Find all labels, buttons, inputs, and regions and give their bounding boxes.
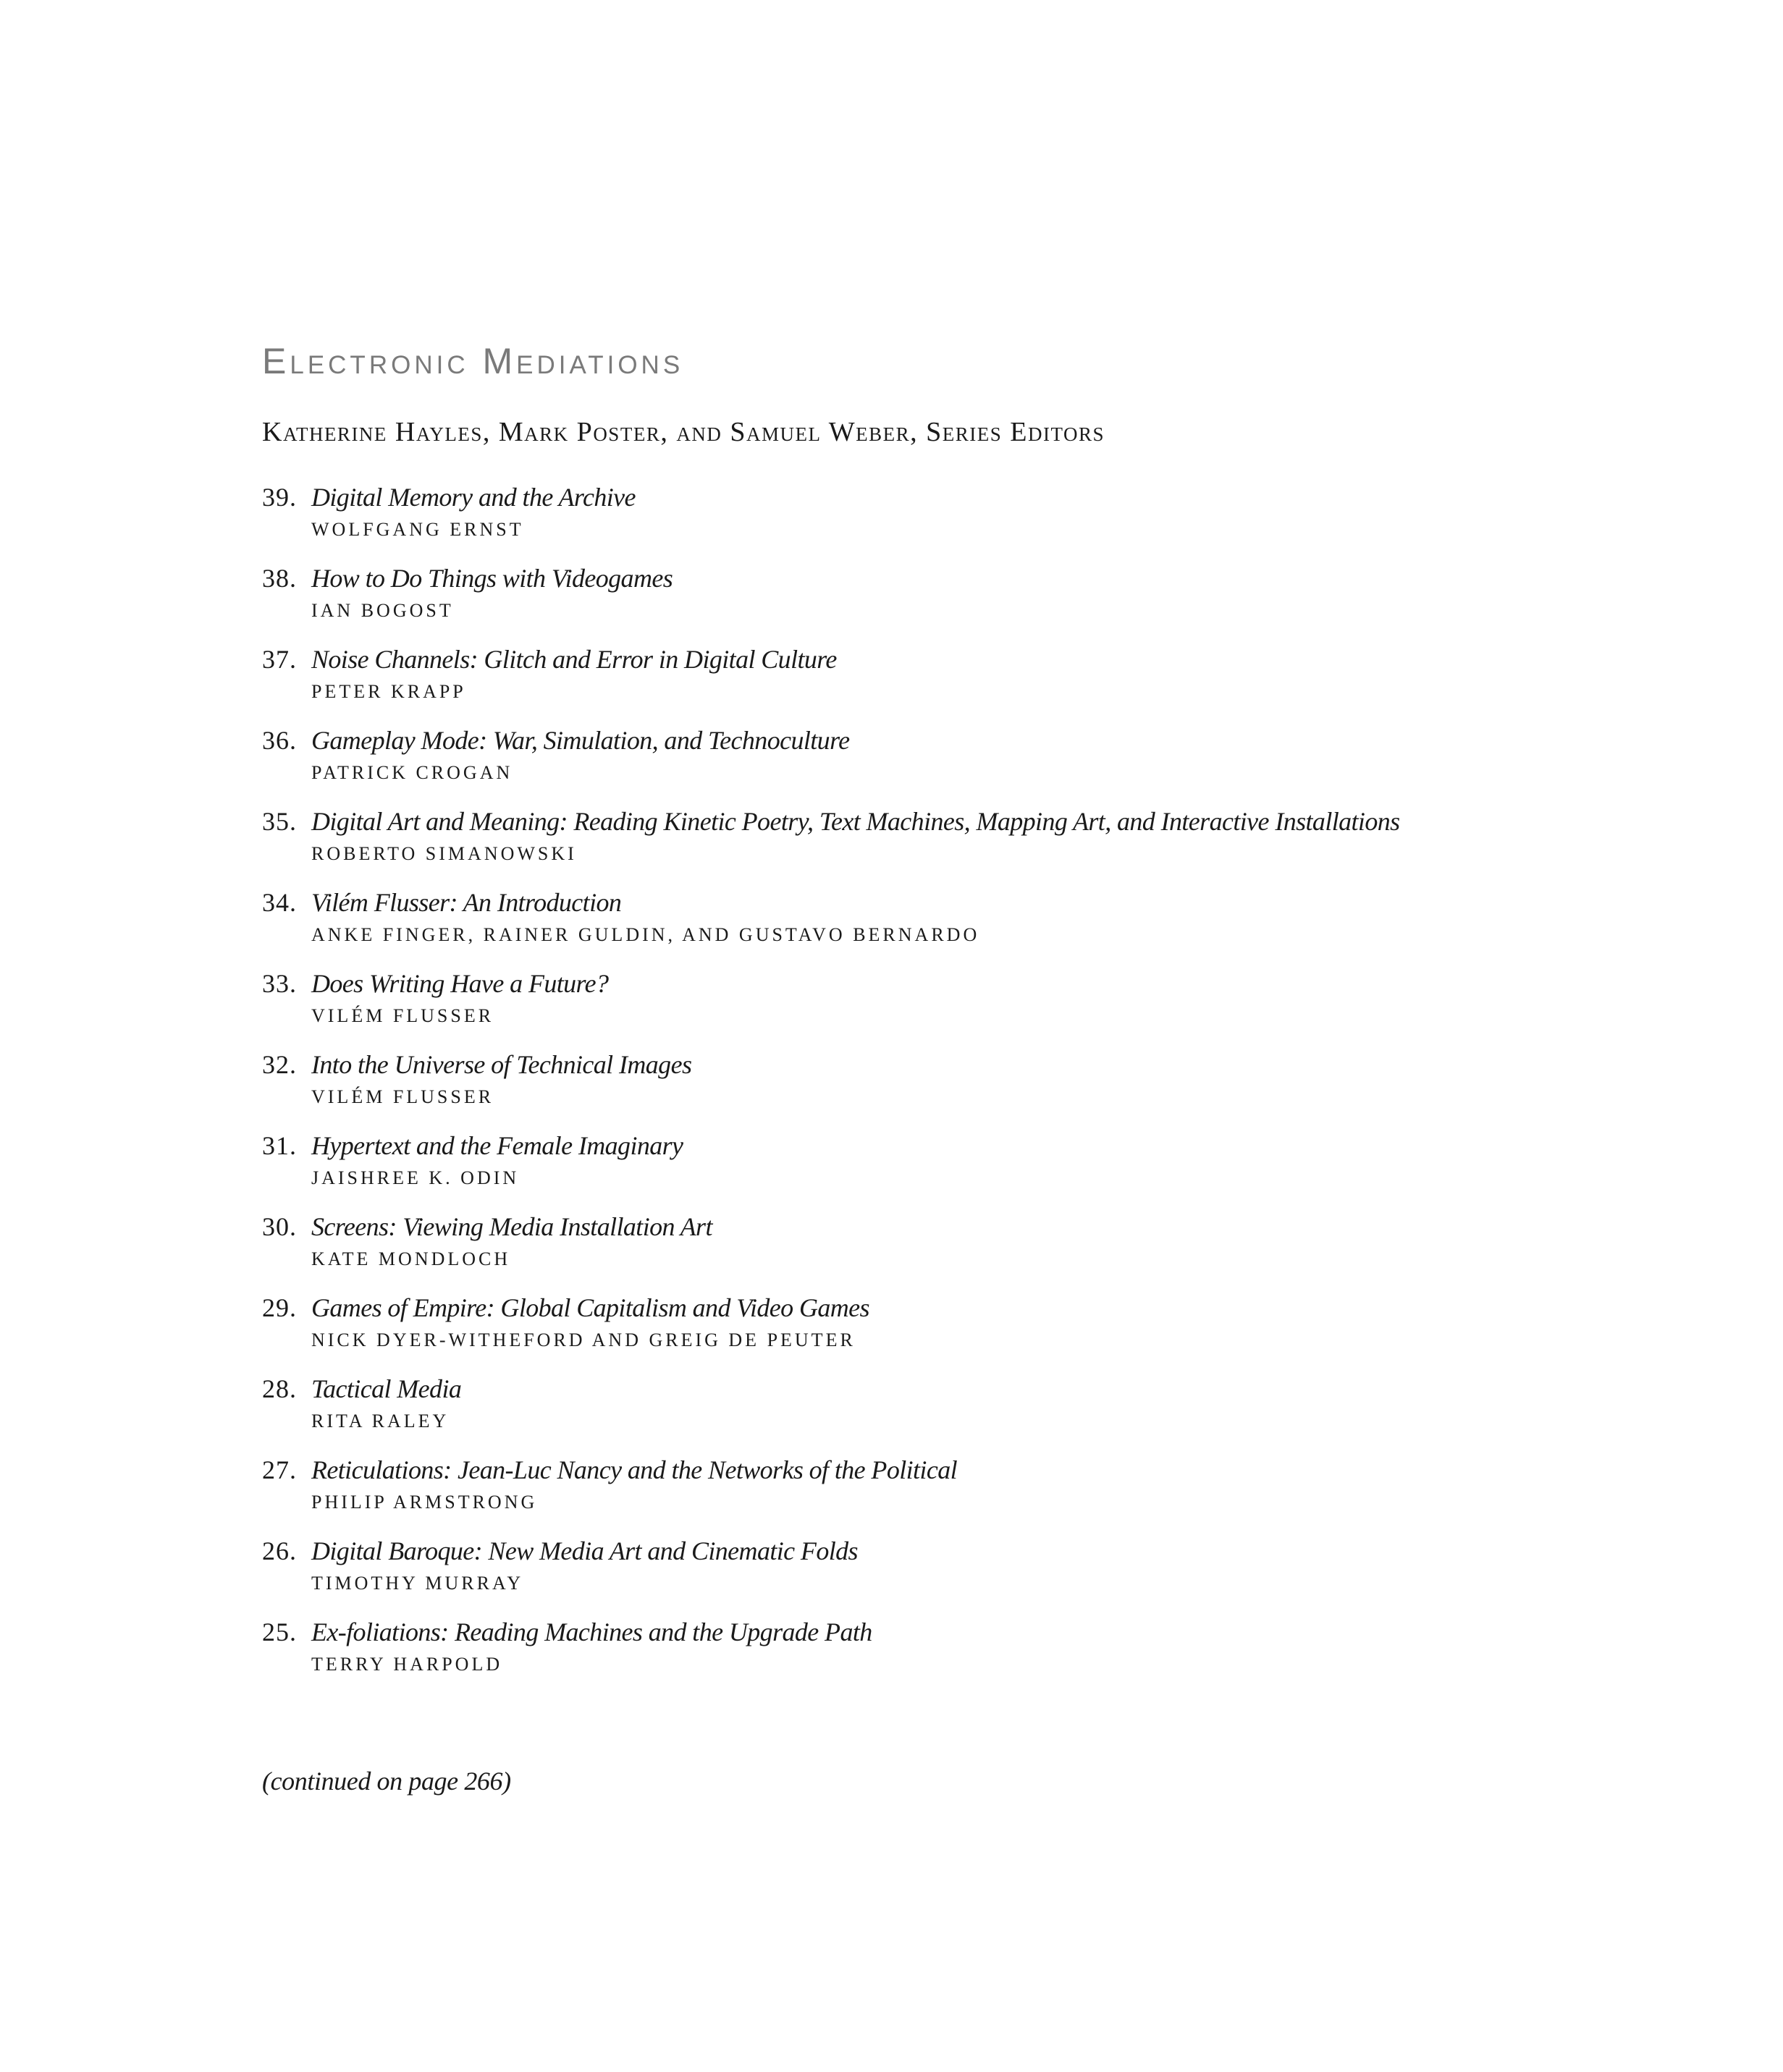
book-entry — [262, 1048, 1493, 1113]
book-number: 27. — [262, 1455, 297, 1484]
book-number: 30. — [262, 1212, 297, 1241]
book-title: Vilém Flusser: An Introduction — [311, 888, 622, 917]
book-entry — [262, 886, 1493, 951]
book-title: Digital Memory and the Archive — [311, 483, 636, 512]
book-title: Tactical Media — [311, 1374, 462, 1403]
book-number: 29. — [262, 1293, 297, 1322]
book-entry — [262, 967, 1493, 1032]
book-title: Screens: Viewing Media Installation Art — [311, 1212, 712, 1241]
book-title: Games of Empire: Global Capitalism and Video Games — [311, 1293, 869, 1322]
book-entry — [262, 805, 1493, 870]
book-number: 28. — [262, 1374, 297, 1403]
book-entry — [262, 1615, 1493, 1680]
book-number: 36. — [262, 726, 297, 755]
book-author: NICK DYER-WITHEFORD AND GREIG DE PEUTER — [311, 1329, 856, 1350]
book-title: Into the Universe of Technical Images — [311, 1050, 692, 1079]
series-editors: Katherine Hayles, Mark Poster, and Samuel Weber, Series Editors — [262, 417, 1105, 447]
book-author: IAN BOGOST — [311, 600, 454, 621]
book-title: Gameplay Mode: War, Simulation, and Technoculture — [311, 726, 850, 755]
book-author: JAISHREE K. ODIN — [311, 1167, 520, 1188]
book-author: RITA RALEY — [311, 1411, 450, 1432]
book-title: How to Do Things with Videogames — [311, 564, 673, 593]
book-author: PHILIP ARMSTRONG — [311, 1492, 538, 1513]
book-author: WOLFGANG ERNST — [311, 519, 524, 540]
book-author: VILÉM FLUSSER — [311, 1005, 494, 1026]
book-number: 38. — [262, 564, 297, 593]
book-author: TIMOTHY MURRAY — [311, 1573, 524, 1594]
book-author: PATRICK CROGAN — [311, 762, 513, 783]
book-author: VILÉM FLUSSER — [311, 1086, 494, 1107]
book-number: 34. — [262, 888, 297, 917]
book-number: 35. — [262, 807, 297, 836]
book-title: Reticulations: Jean-Luc Nancy and the Networks of the Political — [311, 1455, 958, 1484]
series-title: Electronic Mediations — [262, 341, 684, 381]
book-entry — [262, 1210, 1493, 1275]
book-number: 31. — [262, 1131, 297, 1160]
book-number: 25. — [262, 1618, 297, 1646]
book-list — [262, 481, 1493, 1696]
book-title: Noise Channels: Glitch and Error in Digital Culture — [311, 645, 837, 674]
book-number: 39. — [262, 483, 297, 512]
book-entry — [262, 481, 1493, 546]
book-number: 32. — [262, 1050, 297, 1079]
book-author: TERRY HARPOLD — [311, 1654, 503, 1675]
book-author: KATE MONDLOCH — [311, 1248, 511, 1269]
book-number: 37. — [262, 645, 297, 674]
book-entry — [262, 724, 1493, 789]
book-author: ANKE FINGER, RAINER GULDIN, AND GUSTAVO BERNARDO — [311, 924, 980, 945]
book-entry — [262, 1291, 1493, 1356]
book-author: ROBERTO SIMANOWSKI — [311, 843, 577, 864]
book-title: Ex-foliations: Reading Machines and the Upgrade Path — [311, 1618, 872, 1646]
book-entry — [262, 643, 1493, 708]
book-title: Hypertext and the Female Imaginary — [311, 1131, 683, 1160]
book-author: PETER KRAPP — [311, 681, 466, 702]
book-entry — [262, 1129, 1493, 1194]
book-entry — [262, 562, 1493, 627]
book-entry — [262, 1453, 1493, 1518]
continued-note: (continued on page 266) — [262, 1767, 511, 1796]
book-entry — [262, 1534, 1493, 1599]
book-number: 33. — [262, 969, 297, 998]
book-title: Digital Art and Meaning: Reading Kinetic Poetry, Text Machines, Mapping Art, and Interactive Installations — [311, 807, 1400, 836]
book-number: 26. — [262, 1536, 297, 1565]
book-title: Does Writing Have a Future? — [311, 969, 609, 998]
book-entry — [262, 1372, 1493, 1437]
book-title: Digital Baroque: New Media Art and Cinematic Folds — [311, 1536, 858, 1565]
